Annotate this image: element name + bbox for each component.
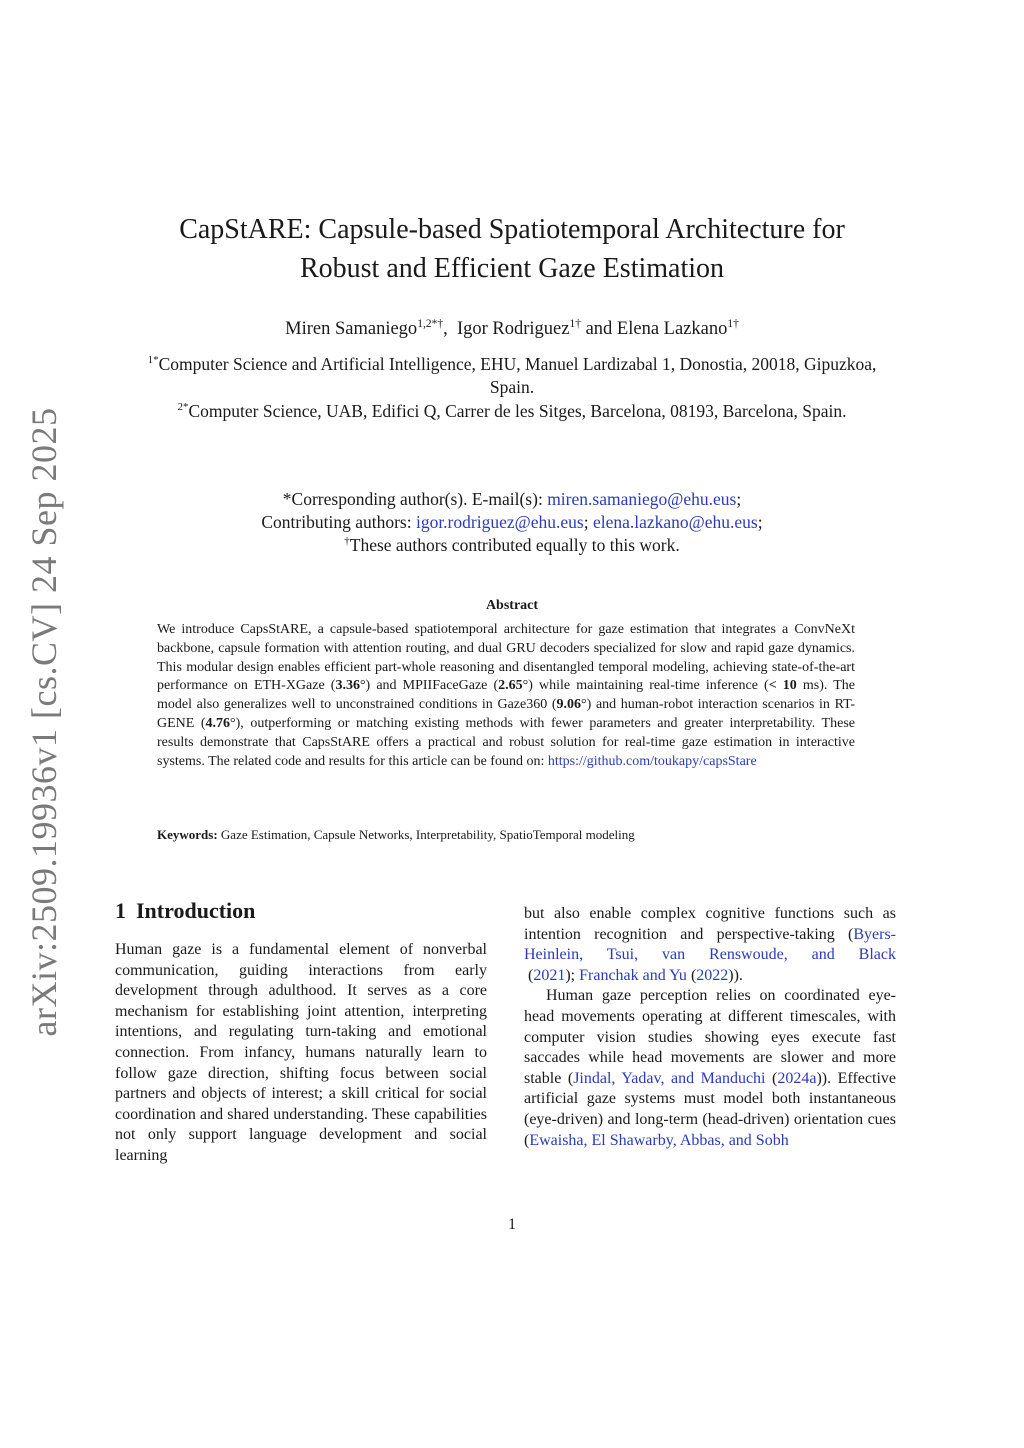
code-repository-link[interactable]: https://github.com/toukapy/capsStare <box>547 753 757 769</box>
paragraph <box>524 904 896 986</box>
section-heading <box>115 898 255 924</box>
dagger-mark: † <box>344 535 350 547</box>
affiliation-text: Computer Science, UAB, Edifici Q, Carrer de les Sitges, Barcelona, 08193, Barcelona, Spain. <box>188 401 847 421</box>
keywords-line <box>157 826 855 844</box>
page-number: 1 <box>508 1216 516 1233</box>
affiliation-1 <box>140 353 884 399</box>
corresponding-email-link[interactable]: miren.samaniego@ehu.eus <box>547 489 737 509</box>
punctuation: ; <box>757 512 763 532</box>
abstract-bold-value: 9.06 <box>556 697 582 713</box>
paragraph-text: ( <box>686 966 697 984</box>
correspondence-block <box>140 488 884 557</box>
equal-contribution-text: These authors contributed equally to this work. <box>349 535 680 555</box>
affiliation-mark: 2* <box>177 401 189 413</box>
abstract-bold-value: 4.76 <box>205 715 231 731</box>
equal-contribution-line <box>140 534 884 557</box>
paragraph-text: ( <box>765 1069 778 1087</box>
corresponding-author-line <box>140 488 884 511</box>
abstract-bold-value: 2.65 <box>498 678 523 694</box>
section-title: Introduction <box>136 898 256 923</box>
left-column <box>115 940 487 1167</box>
paragraph-text: ( <box>524 966 534 984</box>
citation-link[interactable]: Byers-Heinlein, Tsui, van Renswoude, and Black <box>524 925 896 964</box>
abstract-text: °) and human-robot interaction scenarios in RT-GENE ( <box>157 697 855 731</box>
citation-link[interactable]: Franchak and Yu <box>579 966 687 984</box>
title-line-1: CapStARE: Capsule-based Spatiotemporal Architecture for <box>179 214 845 245</box>
affiliation-2 <box>140 400 884 423</box>
citation-link[interactable]: Ewaisha, El Shawarby, Abbas, and Sobh <box>529 1131 789 1149</box>
author-list <box>140 316 884 342</box>
paper-title <box>140 210 884 288</box>
author-marks: 1† <box>727 318 739 330</box>
paragraph: Human gaze is a fundamental element of nonverbal communication, guiding interactions from early development through adulthood. It serves as a core mechanism for establishing joint attention, interpreting intentions, and regulating turn-taking and emotional connection. From infancy, humans naturally learn to follow gaze direction, shifting focus between social partners and objects of interest; a skill critical for social coordination and shared understanding. These capabilities not only support language development and social learning <box>115 941 487 1164</box>
abstract-heading: Abstract <box>485 598 539 613</box>
author-separator: , <box>443 319 457 339</box>
punctuation: ; <box>583 512 593 532</box>
contributing-label: Contributing authors: <box>261 512 416 532</box>
keywords-label: Keywords: <box>157 827 218 842</box>
author-name: Igor Rodriguez <box>456 319 570 339</box>
abstract-bold-value: < 10 <box>768 678 797 694</box>
abstract-bold-value: 3.36 <box>335 678 360 694</box>
abstract-text: °) while maintaining real-time inference ( <box>522 678 769 694</box>
abstract-text: °), outperforming or matching existing methods with fewer parameters and greater interpretability. These results demonstrate that CapsStARE offers a practical and robust solution for real-time gaze estimation in interactive systems. The related code and results for this article can be found on: <box>157 715 855 769</box>
paragraph-text: )). Effective artificial gaze systems must model both instantaneous (eye-driven) and long-term (head-driven) orientation cues ( <box>524 1069 896 1149</box>
abstract-text: °) and MPIIFaceGaze ( <box>359 678 499 694</box>
right-column <box>524 904 896 1151</box>
author-name: Miren Samaniego <box>285 319 418 339</box>
paragraph-text: )). <box>728 966 743 984</box>
author-separator: and <box>580 319 617 339</box>
contributing-authors-line <box>140 511 884 534</box>
contributing-email-link-2[interactable]: elena.lazkano@ehu.eus <box>592 512 758 532</box>
paragraph-text: but also enable complex cognitive functions such as intention recognition and perspective-taking ( <box>524 905 896 943</box>
paragraph-text: ); <box>565 966 580 984</box>
corresponding-label: *Corresponding author(s). E-mail(s): <box>282 489 548 509</box>
abstract-body <box>157 621 855 771</box>
author-name: Elena Lazkano <box>616 319 728 339</box>
paragraph-text: Human gaze perception relies on coordinated eye-head movements operating at different timescales, with computer vision studies showing eyes execute fast saccades while head movements are slower and more stable ( <box>524 987 896 1087</box>
citation-year-link[interactable]: 2021 <box>533 966 566 984</box>
citation-link[interactable]: Jindal, Yadav, and Manduchi <box>573 1069 766 1087</box>
affiliation-mark: 1* <box>147 354 159 366</box>
section-number: 1 <box>115 898 126 923</box>
affiliation-text: Computer Science and Artificial Intelligence, EHU, Manuel Lardizabal 1, Donostia, 20018, Gipuzkoa, Spain. <box>158 354 877 397</box>
paragraph <box>524 986 896 1151</box>
title-line-2: Robust and Efficient Gaze Estimation <box>299 253 725 284</box>
keywords-text: Gaze Estimation, Capsule Networks, Interpretability, SpatioTemporal modeling <box>217 827 635 842</box>
citation-year-link[interactable]: 2022 <box>696 966 729 984</box>
contributing-email-link-1[interactable]: igor.rodriguez@ehu.eus <box>415 512 584 532</box>
author-marks: 1,2*† <box>417 318 444 330</box>
abstract-text: We introduce CapsStARE, a capsule-based spatiotemporal architecture for gaze estimation that integrates a ConvNeXt backbone, capsule formation with attention routing, and dual GRU decoders specialized for slow and rapid gaze dynamics. This modular design enables efficient part-whole reasoning and disentangled temporal modeling, achieving state-of-the-art performance on ETH-XGaze ( <box>157 622 855 694</box>
author-marks: 1† <box>569 318 581 330</box>
citation-year-link[interactable]: 2024a <box>777 1069 817 1087</box>
abstract-text: ms). The model also generalizes well to unconstrained conditions in Gaze360 ( <box>157 678 856 713</box>
arxiv-identifier-stamp: arXiv:2509.19936v1 [cs.CV] 24 Sep 2025 <box>24 407 64 1037</box>
punctuation: ; <box>736 489 742 509</box>
